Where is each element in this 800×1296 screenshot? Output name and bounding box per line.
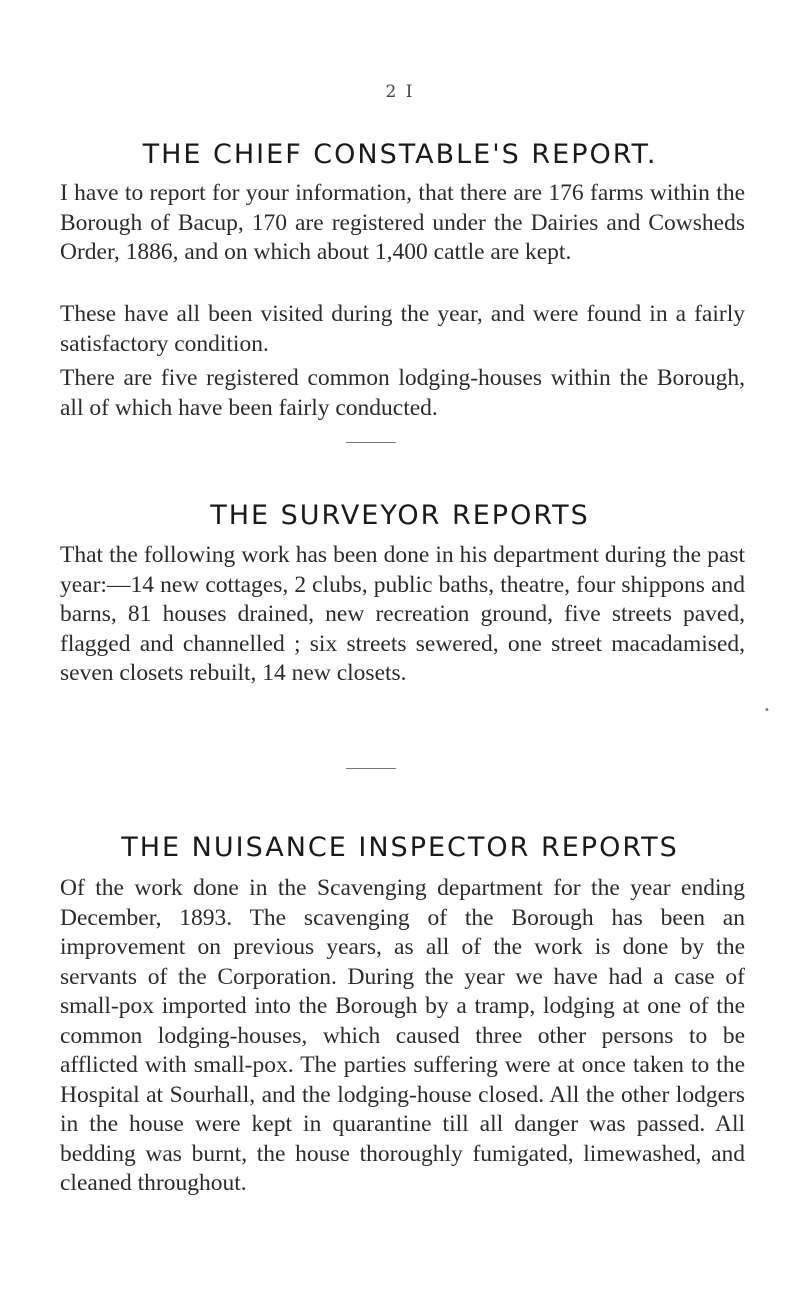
nuisance-inspector-paragraph-1: Of the work done in the Scavenging department for the year ending December, 1893. The scavenging of the Borough has been an improvement on previous years, as all of the work is done by the servants of the Corporation. During the year we have had a case of small-pox imported into the Borough by a tramp, lodging at one of the common lodging-houses, which caused three other persons to be afflicted with small-pox. The parties suffering were at once taken to the Hospital at Sourhall, and the lodging-house closed. All the other lodgers in the house were kept in quarantine till all danger was passed. All bedding was burnt, the house thoroughly fumigated, limewashed, and cleaned throughout. xyxy=(60,875,745,1196)
chief-constable-paragraph-1: I have to report for your information, that there are 176 farms within the Borough of Bacup, 170 are registered under the Dairies and Cowsheds Order, 1886, and on which about 1,400 cattle are kept. xyxy=(60,180,745,265)
chief-constable-heading: THE CHIEF CONSTABLE'S REPORT. xyxy=(142,139,658,170)
chief-constable-paragraph-2: These have all been visited during the year, and were found in a fairly satisfactory condition. xyxy=(60,301,745,357)
section-divider-2 xyxy=(346,768,396,769)
nuisance-inspector-heading: THE NUISANCE INSPECTOR REPORTS xyxy=(121,832,679,863)
surveyor-heading: THE SURVEYOR REPORTS xyxy=(210,500,590,531)
chief-constable-paragraph-3: There are five registered common lodging-houses within the Borough, all of which have been fairly conducted. xyxy=(60,365,745,421)
section-divider-1 xyxy=(346,442,396,443)
surveyor-paragraph-1: That the following work has been done in his department during the past year:—14 new cottages, 2 clubs, public baths, theatre, four shippons and barns, 81 houses drained, new recreation ground, five streets paved, flagged and channelled ; six streets sewered, one street macadamised, seven closets rebuilt, 14 new closets. xyxy=(60,542,745,686)
print-speck: • xyxy=(764,705,770,716)
page-number: 2 I xyxy=(385,82,415,102)
